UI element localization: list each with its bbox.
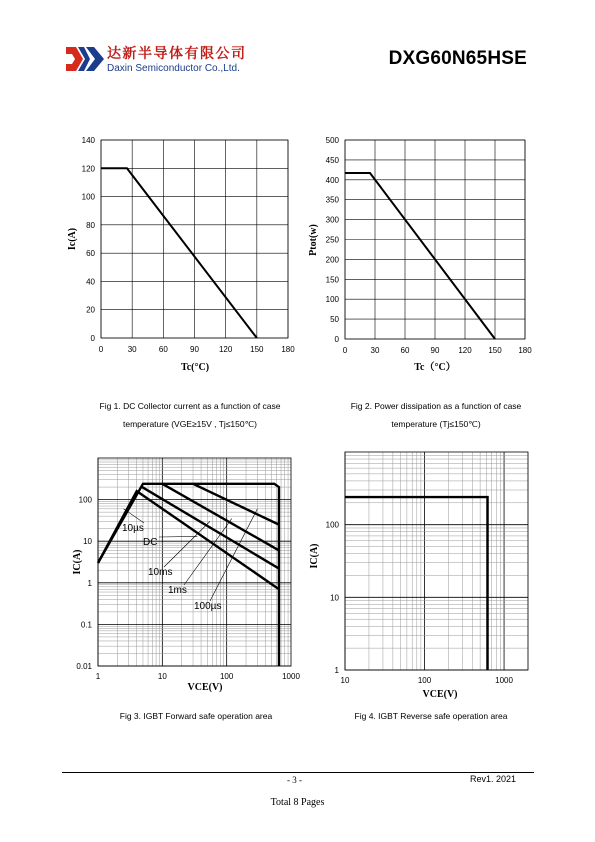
fig2-caption-line1: Fig 2. Power dissipation as a function of case	[350, 401, 522, 411]
fig2-x-tick-label: 180	[518, 346, 532, 355]
fig2-x-tick-label: 120	[458, 346, 472, 355]
fig3-x-axis-label: VCE(V)	[187, 682, 223, 693]
fig4-y-tick-label: 10	[330, 593, 339, 603]
fig3-annotation-label: 10µs	[122, 523, 144, 534]
fig1-x-tick-label: 0	[98, 345, 104, 354]
revision-label: Rev1. 2021	[470, 774, 517, 784]
fig2-y-axis-label: Ptot(w)	[308, 224, 319, 256]
fig3-annotation-label: 10ms	[148, 567, 173, 578]
fig1-x-tick-label: 90	[190, 345, 199, 354]
fig1-y-tick-label: 60	[86, 249, 95, 259]
fig2-y-tick-label: 150	[325, 275, 339, 285]
fig1-y-axis-label: Ic(A)	[67, 227, 78, 251]
fig1-x-axis-label: Tc(°C)	[180, 362, 210, 373]
fig3-annotation-label: 100µs	[194, 601, 222, 612]
fig2-caption-line2: temperature (Tj≤150℃)	[391, 419, 481, 429]
fig4-caption: Fig 4. IGBT Reverse safe operation area	[354, 711, 508, 721]
fig3-caption: Fig 3. IGBT Forward safe operation area	[119, 711, 273, 721]
fig2-y-tick-label: 100	[325, 295, 339, 305]
fig1-x-tick-label: 120	[218, 345, 233, 354]
fig2-y-tick-label: 500	[325, 136, 339, 145]
fig3-y-tick-label: 10	[83, 537, 92, 547]
fig1-x-tick-label: 180	[281, 345, 295, 354]
fig3-series-line	[141, 486, 279, 568]
fig2-x-tick-label: 60	[400, 346, 410, 355]
fig3-y-tick-label: 0.01	[76, 662, 92, 671]
company-name-english: Daxin Semiconductor Co.,Ltd.	[107, 63, 240, 74]
fig2-x-axis-label: Tc（°C）	[414, 362, 456, 373]
fig4-x-axis-label: VCE(V)	[422, 689, 458, 700]
page-number: - 3 -	[287, 775, 302, 785]
fig1-x-tick-label: 30	[127, 345, 137, 354]
fig3-series-line	[193, 484, 279, 525]
fig3-annotation-leader	[159, 536, 197, 537]
fig3-plot-frame	[98, 458, 291, 666]
fig3-x-tick-label: 100	[219, 672, 234, 681]
fig4-x-tick-label: 10	[340, 676, 350, 685]
fig1-caption-line2: temperature (VGE≥15V , Tj≤150℃)	[123, 419, 257, 429]
fig4-y-tick-label: 1	[334, 666, 339, 675]
fig2-y-tick-label: 50	[330, 315, 339, 325]
fig2-y-tick-label: 300	[325, 215, 339, 225]
part-number: DXG60N65HSE	[388, 48, 527, 69]
fig2-x-tick-label: 150	[488, 346, 502, 355]
fig4-series-line	[345, 497, 488, 670]
fig4-y-axis-label: IC(A)	[309, 543, 320, 569]
fig1-y-tick-label: 140	[81, 136, 95, 145]
fig3-y-tick-label: 0.1	[80, 620, 92, 630]
fig3-annotation-leader	[210, 509, 257, 601]
fig1-y-tick-label: 120	[81, 164, 95, 174]
fig4-x-tick-label: 1000	[495, 676, 513, 685]
footer-divider	[62, 772, 534, 773]
company-name-chinese: 达新半导体有限公司	[107, 46, 247, 62]
fig2-x-tick-label: 30	[370, 346, 380, 355]
fig1-y-tick-label: 40	[86, 277, 95, 287]
fig3-y-axis-label: IC(A)	[72, 549, 83, 575]
fig4-y-tick-label: 100	[325, 520, 339, 530]
fig1-y-tick-label: 0	[90, 334, 95, 343]
fig3-y-tick-label: 1	[87, 578, 92, 588]
fig2-y-tick-label: 350	[325, 195, 339, 205]
fig1-caption-line1: Fig 1. DC Collector current as a function of case	[99, 401, 281, 411]
fig1-x-tick-label: 150	[250, 345, 264, 354]
fig4-x-tick-label: 100	[417, 676, 432, 685]
fig3-x-tick-label: 10	[157, 672, 167, 681]
fig1-y-tick-label: 20	[86, 305, 95, 315]
fig2-x-tick-label: 0	[342, 346, 348, 355]
fig3-annotation-label: DC	[143, 537, 158, 548]
fig2-y-tick-label: 400	[325, 175, 339, 185]
fig1-y-tick-label: 100	[81, 192, 95, 202]
fig3-x-tick-label: 1	[95, 672, 101, 681]
fig2-y-tick-label: 200	[325, 255, 339, 265]
fig2-y-tick-label: 450	[325, 155, 339, 165]
fig3-y-tick-label: 100	[78, 495, 92, 505]
fig3-annotation-leader	[164, 521, 210, 567]
fig1-x-tick-label: 60	[158, 345, 168, 354]
fig2-series-line	[345, 173, 495, 339]
fig1-y-tick-label: 80	[86, 220, 95, 230]
fig2-x-tick-label: 90	[430, 346, 440, 355]
fig3-annotation-label: 1ms	[168, 585, 187, 596]
fig2-y-tick-label: 250	[325, 235, 339, 245]
fig3-x-tick-label: 1000	[282, 672, 300, 681]
total-pages: Total 8 Pages	[270, 797, 325, 808]
fig2-y-tick-label: 0	[334, 335, 339, 344]
